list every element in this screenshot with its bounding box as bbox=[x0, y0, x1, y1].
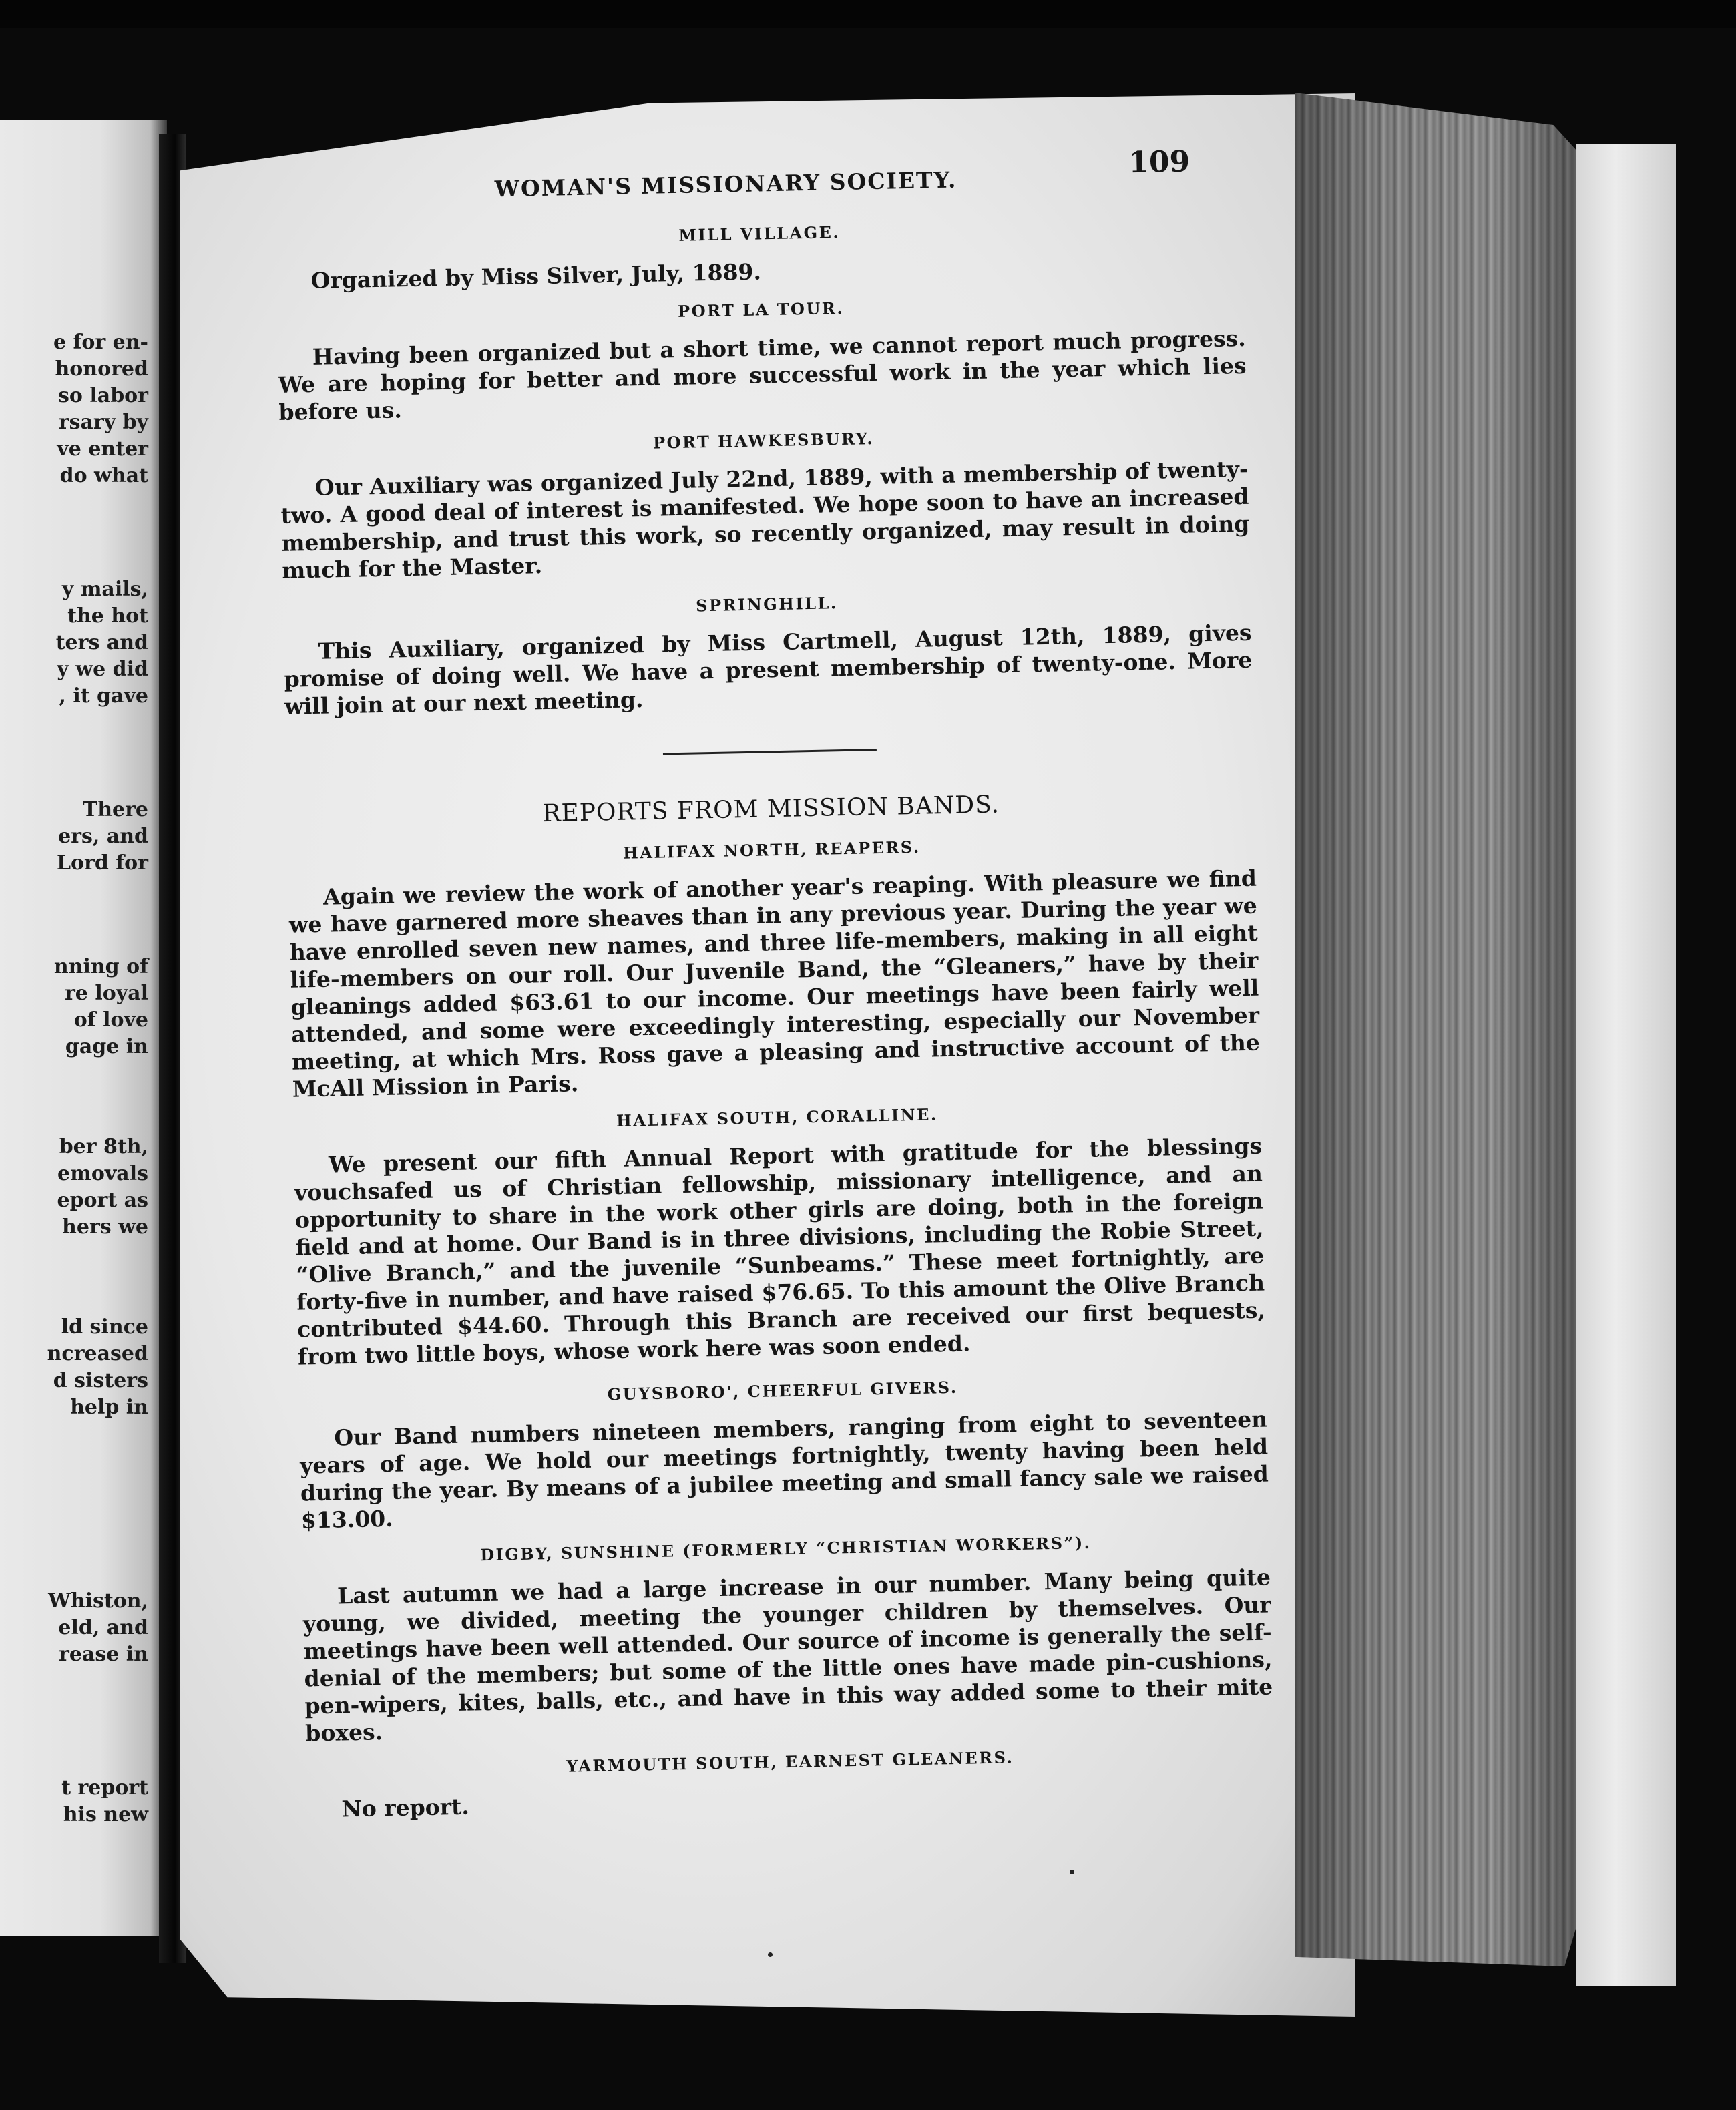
band-text-digby: Last autumn we had a large increase in our number. Many being quite young, we divided, meeting the younger children by themselves. Our meetings have been well attended. Our source of income is generally the self-denial of the members; but some of the little ones have made pin-cushions, pen-wipers, kites, balls, etc., and have in this way added some to their mite boxes. bbox=[302, 1564, 1273, 1747]
left-page-text-fragment: do what bbox=[59, 464, 148, 487]
left-page-text-fragment: eport as bbox=[57, 1189, 148, 1212]
left-page-text-fragment: rease in bbox=[59, 1643, 148, 1666]
left-page-text-fragment: emovals bbox=[57, 1162, 148, 1185]
section-heading-port-la-tour: PORT LA TOUR. bbox=[677, 298, 845, 321]
left-page-text-fragment: nning of bbox=[53, 955, 148, 978]
band-heading-digby: DIGBY, SUNSHINE (FORMERLY “CHRISTIAN WORKERS”). bbox=[479, 1532, 1092, 1565]
left-page-text-fragment: ers, and bbox=[58, 825, 148, 848]
left-page-text-fragment: Lord for bbox=[56, 851, 148, 875]
left-page-text-fragment: of love bbox=[73, 1008, 148, 1032]
left-page-text-fragment: t report bbox=[61, 1776, 148, 1800]
band-text-guysboro: Our Band numbers nineteen members, ranging from eight to seventeen years of age. We hold our meetings fortnightly, twenty having been held during the year. By means of a jubilee meeting and small fancy sale we raised $13.00. bbox=[299, 1406, 1269, 1534]
left-facing-page bbox=[0, 120, 167, 1936]
left-page-text-fragment: Whiston, bbox=[48, 1589, 148, 1613]
band-heading-halifax-north: HALIFAX NORTH, REAPERS. bbox=[622, 837, 921, 863]
left-page-text-fragment: honored bbox=[55, 357, 148, 381]
section-text-port-la-tour: Having been organized but a short time, we cannot report much progress. We are hoping for better and more successful work in the year which lies before us. bbox=[278, 325, 1247, 425]
left-page-text-fragment: hers we bbox=[62, 1215, 148, 1239]
section-divider-rule bbox=[663, 749, 877, 755]
section-heading-port-hawkesbury: PORT HAWKESBURY. bbox=[652, 429, 875, 453]
left-page-text-fragment: ber 8th, bbox=[59, 1135, 148, 1158]
section-text-springhill: This Auxiliary, organized by Miss Cartmell, August 12th, 1889, gives promise of doing well. We have a present membership of twenty-one. More will join at our next meeting. bbox=[284, 619, 1253, 720]
band-heading-halifax-south: HALIFAX SOUTH, CORALLINE. bbox=[616, 1104, 939, 1130]
running-head-title: WOMAN'S MISSIONARY SOCIETY. bbox=[494, 166, 957, 202]
back-cover-edge bbox=[1576, 144, 1676, 1986]
left-page-text-fragment: ld since bbox=[61, 1315, 148, 1339]
print-speck bbox=[768, 1952, 773, 1957]
left-page-text-fragment: There bbox=[82, 798, 148, 821]
page-number: 109 bbox=[1128, 144, 1190, 180]
left-page-text-fragment: e for en- bbox=[53, 331, 148, 354]
section-text-mill-village: Organized by Miss Silver, July, 1889. bbox=[310, 258, 762, 294]
left-page-text-fragment: eld, and bbox=[58, 1616, 148, 1639]
left-page-text-fragment: ters and bbox=[55, 631, 148, 654]
left-page-text-fragment: re loyal bbox=[64, 982, 148, 1005]
left-page-text-fragment: d sisters bbox=[53, 1369, 148, 1392]
left-page-text-fragment: rsary by bbox=[58, 411, 148, 434]
left-page-text-fragment: his new bbox=[63, 1803, 148, 1826]
left-page-text-fragment: gage in bbox=[65, 1035, 148, 1058]
page-text-block bbox=[274, 141, 1275, 1824]
band-heading-guysboro: GUYSBORO', CHEERFUL GIVERS. bbox=[607, 1377, 958, 1404]
print-speck bbox=[1070, 1870, 1074, 1874]
section-heading-mill-village: MILL VILLAGE. bbox=[678, 222, 841, 245]
band-text-halifax-north: Again we review the work of another year's reaping. With pleasure we find we have garnered more sheaves than in any previous year. During the year we have enrolled seven new names, and three life-members, making in all eight life-members on our roll. Our Juvenile Band, the “Gleaners,” have by their gleanings added $63.61 to our income. Our meetings have been fairly well attended, and some were exceedingly interesting, especially our November meeting, at which Mrs. Ross gave a pleasing and instructive account of the McAll Mission in Paris. bbox=[288, 865, 1261, 1102]
band-text-halifax-south: We present our fifth Annual Report with gratitude for the blessings vouchsafed us of Christian fellowship, missionary intelligence, and an opportunity to share in the work other girls are doing, both in the foreign field and at home. Our Band is in three divisions, including the Robie Street, “Olive Branch,” and the juvenile “Sunbeams.” These meet fortnightly, are forty-five in number, and have raised $76.65. To this amount the Olive Branch contributed $44.60. Through this Branch are received our first bequests, from two little boys, whose work here was soon ended. bbox=[294, 1132, 1266, 1370]
left-page-text-fragment: y mails, bbox=[61, 578, 148, 601]
section-text-port-hawkesbury: Our Auxiliary was organized July 22nd, 1889, with a membership of twenty-two. A good deal of interest is manifested. We hope soon to have an increased membership, and trust this work, so recently organized, may result in doing much for the Master. bbox=[280, 455, 1250, 584]
left-page-text-fragment: so labor bbox=[58, 384, 148, 407]
scan-border-top bbox=[0, 0, 1736, 28]
mission-bands-heading: REPORTS FROM MISSION BANDS. bbox=[541, 791, 1000, 828]
left-page-text-fragment: the hot bbox=[67, 604, 148, 628]
section-heading-springhill: SPRINGHILL. bbox=[695, 593, 839, 616]
page-edges-shading bbox=[1295, 83, 1576, 1966]
left-page-text-fragment: y we did bbox=[57, 658, 148, 681]
band-text-yarmouth-south: No report. bbox=[341, 1793, 470, 1822]
band-heading-yarmouth-south: YARMOUTH SOUTH, EARNEST GLEANERS. bbox=[566, 1747, 1014, 1776]
left-page-text-fragment: help in bbox=[70, 1396, 148, 1419]
left-page-text-fragment: ncreased bbox=[47, 1342, 148, 1365]
left-page-text-fragment: ve enter bbox=[57, 437, 148, 461]
left-page-text-fragment: , it gave bbox=[59, 684, 148, 708]
